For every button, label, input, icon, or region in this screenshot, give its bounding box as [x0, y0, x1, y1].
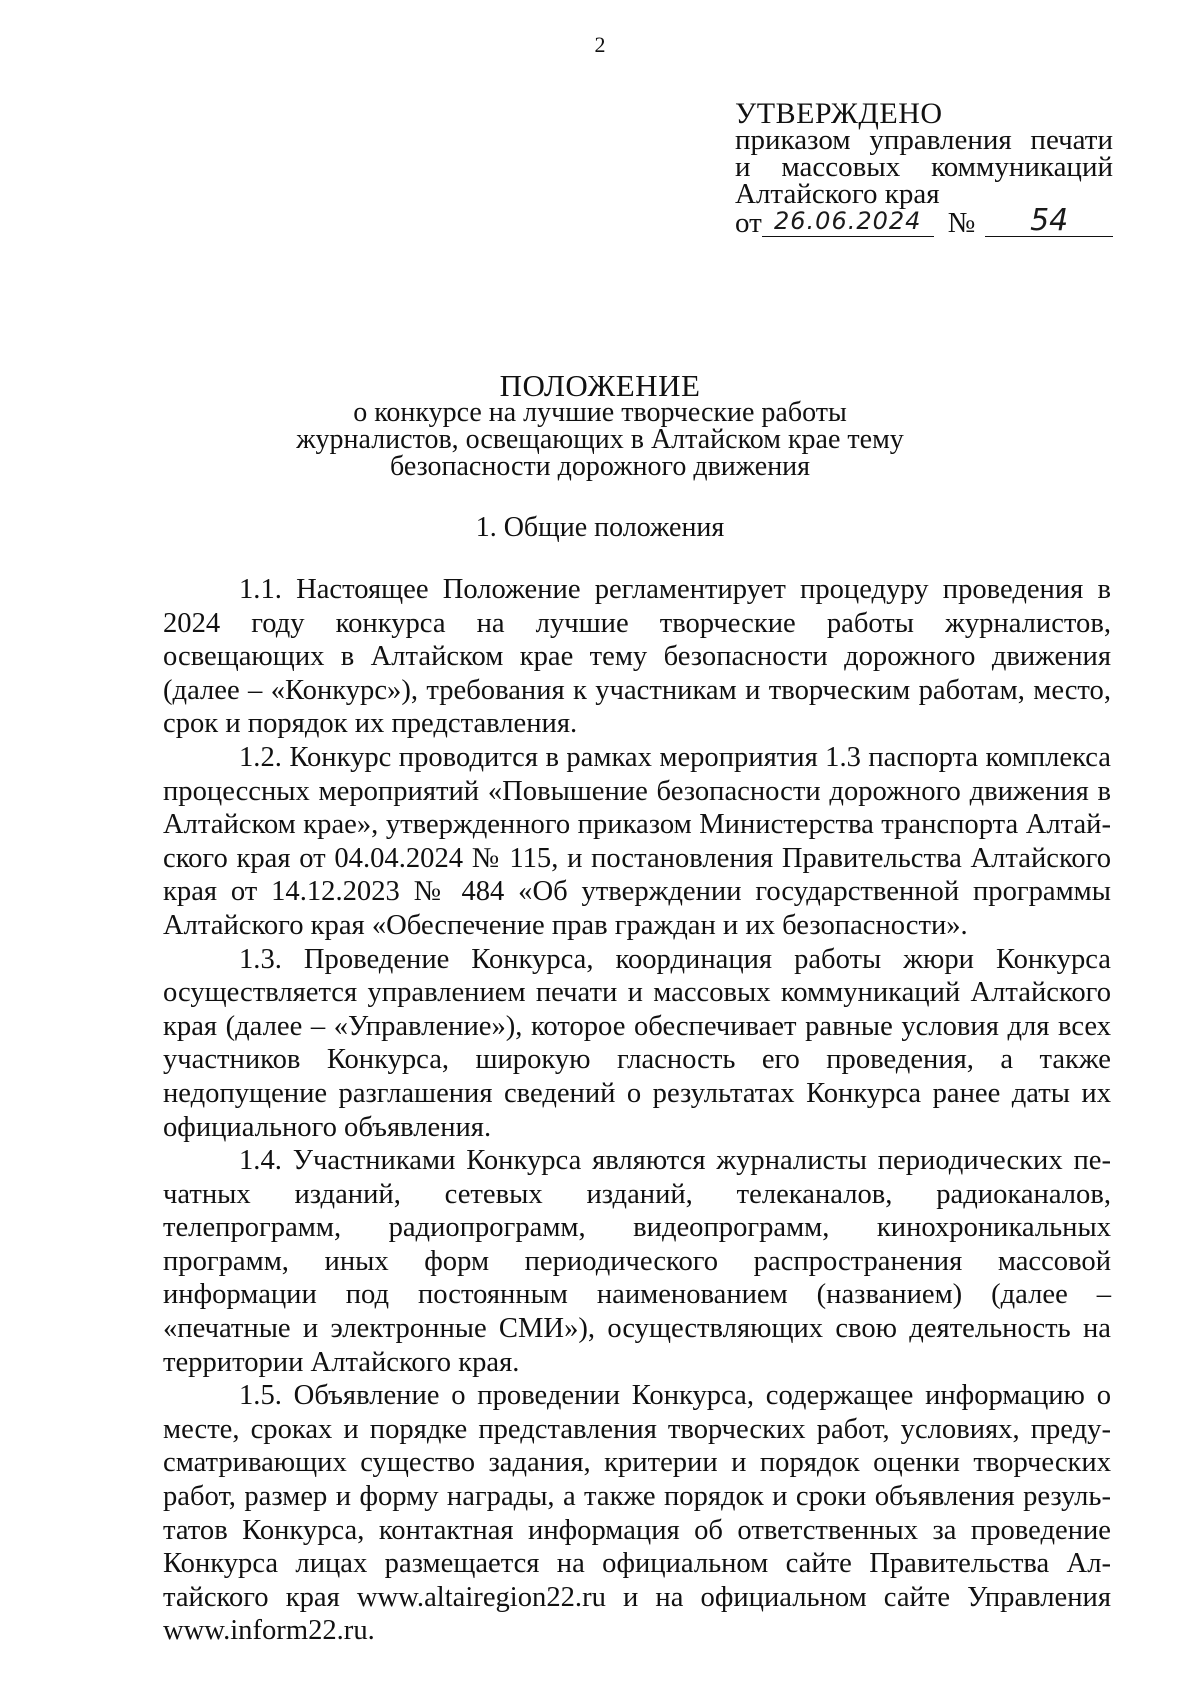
paragraph-1-3: 1.3. Проведение Конкурса, координация работы жюри Конкурса осуществляется управлением печати и массовых коммуникаций Алтайского края (далее – «Управление»), которое обеспечивает равные условия для всех участников Конкурса, широкую гласность его проведения, а также недопущение разглашения сведений о результатах Конкурса ранее даты их официального объявления. [163, 943, 1111, 1143]
approval-stamp-block [735, 97, 1113, 239]
section-heading: 1. Общие положения [475, 512, 725, 543]
document-title: ПОЛОЖЕНИЕ [499, 368, 701, 403]
approval-heading: УТВЕРЖДЕНО [735, 97, 943, 130]
paragraph-1-5: 1.5. Объявление о проведении Конкурса, содержащее информацию о месте, сроках и порядке представления творческих работ, условиях, предусматривающих существо задания, критерии и порядок оценки творческих работ, размер и форму награды, а также порядок и сроки объявления результатов Конкурса, контактная информация об ответственных за проведение Конкурса лицах размещается на официальном сайте Правительства Алтайского края www.altairegion22.ru и на официальном сайте Управления www.inform22.ru. [163, 1380, 1111, 1647]
date-prefix: от [735, 207, 762, 239]
approval-line-1: приказом управления печати [735, 124, 1113, 156]
document-title-block [0, 368, 1200, 482]
approval-line-2: и массовых коммуникаций [735, 151, 1113, 183]
document-subtitle-line-3: безопасности дорожного движения [389, 451, 811, 482]
handwritten-order-number: 54 [985, 208, 1113, 237]
number-sign: № [947, 207, 976, 239]
handwritten-date: 26.06.2024 [762, 208, 934, 237]
page-number: 2 [594, 32, 606, 57]
paragraph-1-1: 1.1. Настоящее Положение регламентирует процедуру проведения в 2024 году конкурса на лучшие творческие работы журналистов, освещающих в Алтайском крае тему безопасности дорожного движения (далее – «Конкурс»), требования к участникам и творческим работам, место, срок и порядок их представления. [163, 574, 1111, 740]
paragraph-1-2: 1.2. Конкурс проводится в рамках мероприятия 1.3 паспорта комплекса процессных мероприятий «Повышение безопасности дорожного движения в Алтайском крае», утвержденного приказом Министерства транспорта Алтайского края от 04.04.2024 № 115, и постановления Правительства Алтайского края от 14.12.2023 № 484 «Об утверждении государственной программы Алтайского края «Обеспечение прав граждан и их безопасности». [163, 741, 1111, 941]
approval-line-3: Алтайского края [735, 178, 940, 210]
document-subtitle-line-2: журналистов, освещающих в Алтайском крае тему [296, 424, 904, 455]
document-subtitle-line-1: о конкурсе на лучшие творческие работы [353, 397, 847, 428]
paragraph-1-4: 1.4. Участниками Конкурса являются журналисты периодических печатных изданий, сетевых изданий, телеканалов, радиоканалов, телепрограмм, радиопрограмм, видеопрограмм, кинохроникальных программ, иных форм периодического распространения массовой информации под постоянным наименованием (названием) (далее – «печатные и электронные СМИ»), осуществляющих свою деятельность на территории Алтайского края. [163, 1145, 1111, 1378]
section-body [163, 573, 1111, 1648]
order-date-number-line [735, 203, 1113, 239]
